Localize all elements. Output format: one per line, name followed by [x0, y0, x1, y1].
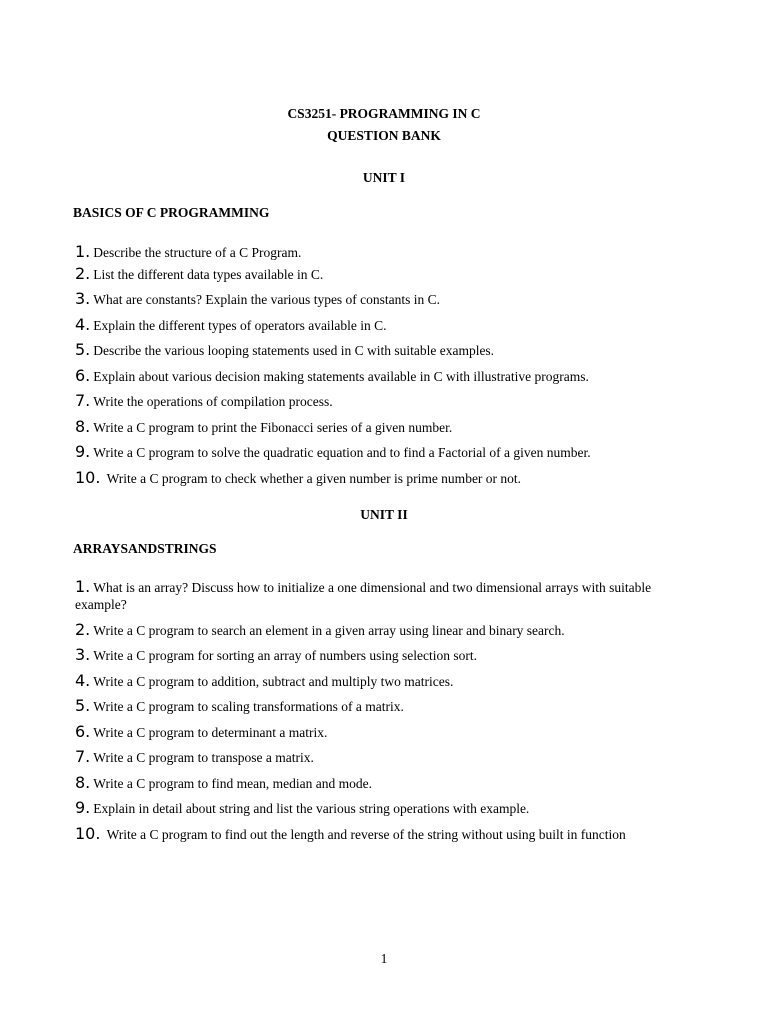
question-item — [75, 748, 314, 766]
question-text: Write a C program to find mean, median and mode. — [93, 776, 373, 791]
question-number: 5. — [75, 696, 91, 715]
question-number: 1. — [75, 577, 91, 596]
question-text: Explain in detail about string and list the various string operations with example. — [93, 801, 530, 816]
document-subtitle: QUESTION BANK — [327, 128, 441, 143]
question-number: 4. — [75, 315, 91, 334]
question-text: Write the operations of compilation process. — [93, 394, 333, 409]
question-number: 3. — [75, 289, 91, 308]
question-text: Write a C program to transpose a matrix. — [93, 750, 314, 765]
page-number: 1 — [380, 951, 388, 966]
unit-1-label: UNIT I — [362, 170, 406, 185]
unit-2-label: UNIT II — [360, 507, 408, 522]
question-number: 10. — [75, 468, 101, 487]
question-item — [75, 672, 453, 690]
question-item — [75, 799, 529, 817]
question-number: 4. — [75, 671, 91, 690]
question-text: Write a C program for sorting an array of numbers using selection sort. — [93, 648, 477, 663]
question-text: Write a C program to print the Fibonacci series of a given number. — [93, 420, 453, 435]
question-item — [75, 578, 695, 613]
question-number: 7. — [75, 391, 91, 410]
question-number: 3. — [75, 645, 91, 664]
unit-2-heading: ARRAYSANDSTRINGS — [73, 541, 217, 556]
question-item — [75, 621, 565, 639]
question-number: 8. — [75, 417, 91, 436]
question-text: Write a C program to search an element in a given array using linear and binary search. — [93, 623, 565, 638]
question-item — [75, 290, 440, 308]
unit-1-heading: BASICS OF C PROGRAMMING — [73, 205, 270, 220]
question-item — [75, 774, 372, 792]
question-number: 6. — [75, 722, 91, 741]
question-number: 8. — [75, 773, 91, 792]
question-number: 6. — [75, 366, 91, 385]
question-text: What are constants? Explain the various types of constants in C. — [93, 292, 441, 307]
question-number: 1. — [75, 242, 91, 261]
question-text: Write a C program to addition, subtract and multiply two matrices. — [93, 674, 454, 689]
question-number: 5. — [75, 340, 91, 359]
question-text: List the different data types available in C. — [93, 267, 324, 282]
question-text: Write a C program to scaling transformations of a matrix. — [93, 699, 404, 714]
question-text: Write a C program to find out the length and reverse of the string without using built in function — [106, 827, 626, 842]
question-item — [75, 697, 404, 715]
question-item — [75, 825, 626, 843]
question-item — [75, 367, 589, 385]
question-item — [75, 443, 591, 461]
question-item — [75, 243, 301, 261]
question-item — [75, 723, 327, 741]
question-number: 9. — [75, 798, 91, 817]
question-number: 2. — [75, 620, 91, 639]
question-number: 9. — [75, 442, 91, 461]
question-text: Explain the different types of operators available in C. — [93, 318, 387, 333]
question-item — [75, 646, 477, 664]
question-text: Explain about various decision making statements available in C with illustrative programs. — [93, 369, 589, 384]
question-number: 7. — [75, 747, 91, 766]
question-item — [75, 469, 521, 487]
question-item — [75, 316, 387, 334]
question-text: Write a C program to check whether a given number is prime number or not. — [106, 471, 522, 486]
question-text: Write a C program to solve the quadratic equation and to find a Factorial of a given number. — [93, 445, 591, 460]
question-text: Describe the structure of a C Program. — [93, 245, 302, 260]
document-title: CS3251- PROGRAMMING IN C — [287, 106, 481, 121]
question-text: Describe the various looping statements used in C with suitable examples. — [93, 343, 495, 358]
question-text: What is an array? Discuss how to initialize a one dimensional and two dimensional arrays with suitable example? — [75, 580, 652, 612]
question-number: 2. — [75, 264, 91, 283]
question-item — [75, 392, 333, 410]
question-text: Write a C program to determinant a matrix. — [93, 725, 328, 740]
question-number: 10. — [75, 824, 101, 843]
question-item — [75, 418, 452, 436]
question-item — [75, 265, 323, 283]
question-item — [75, 341, 494, 359]
